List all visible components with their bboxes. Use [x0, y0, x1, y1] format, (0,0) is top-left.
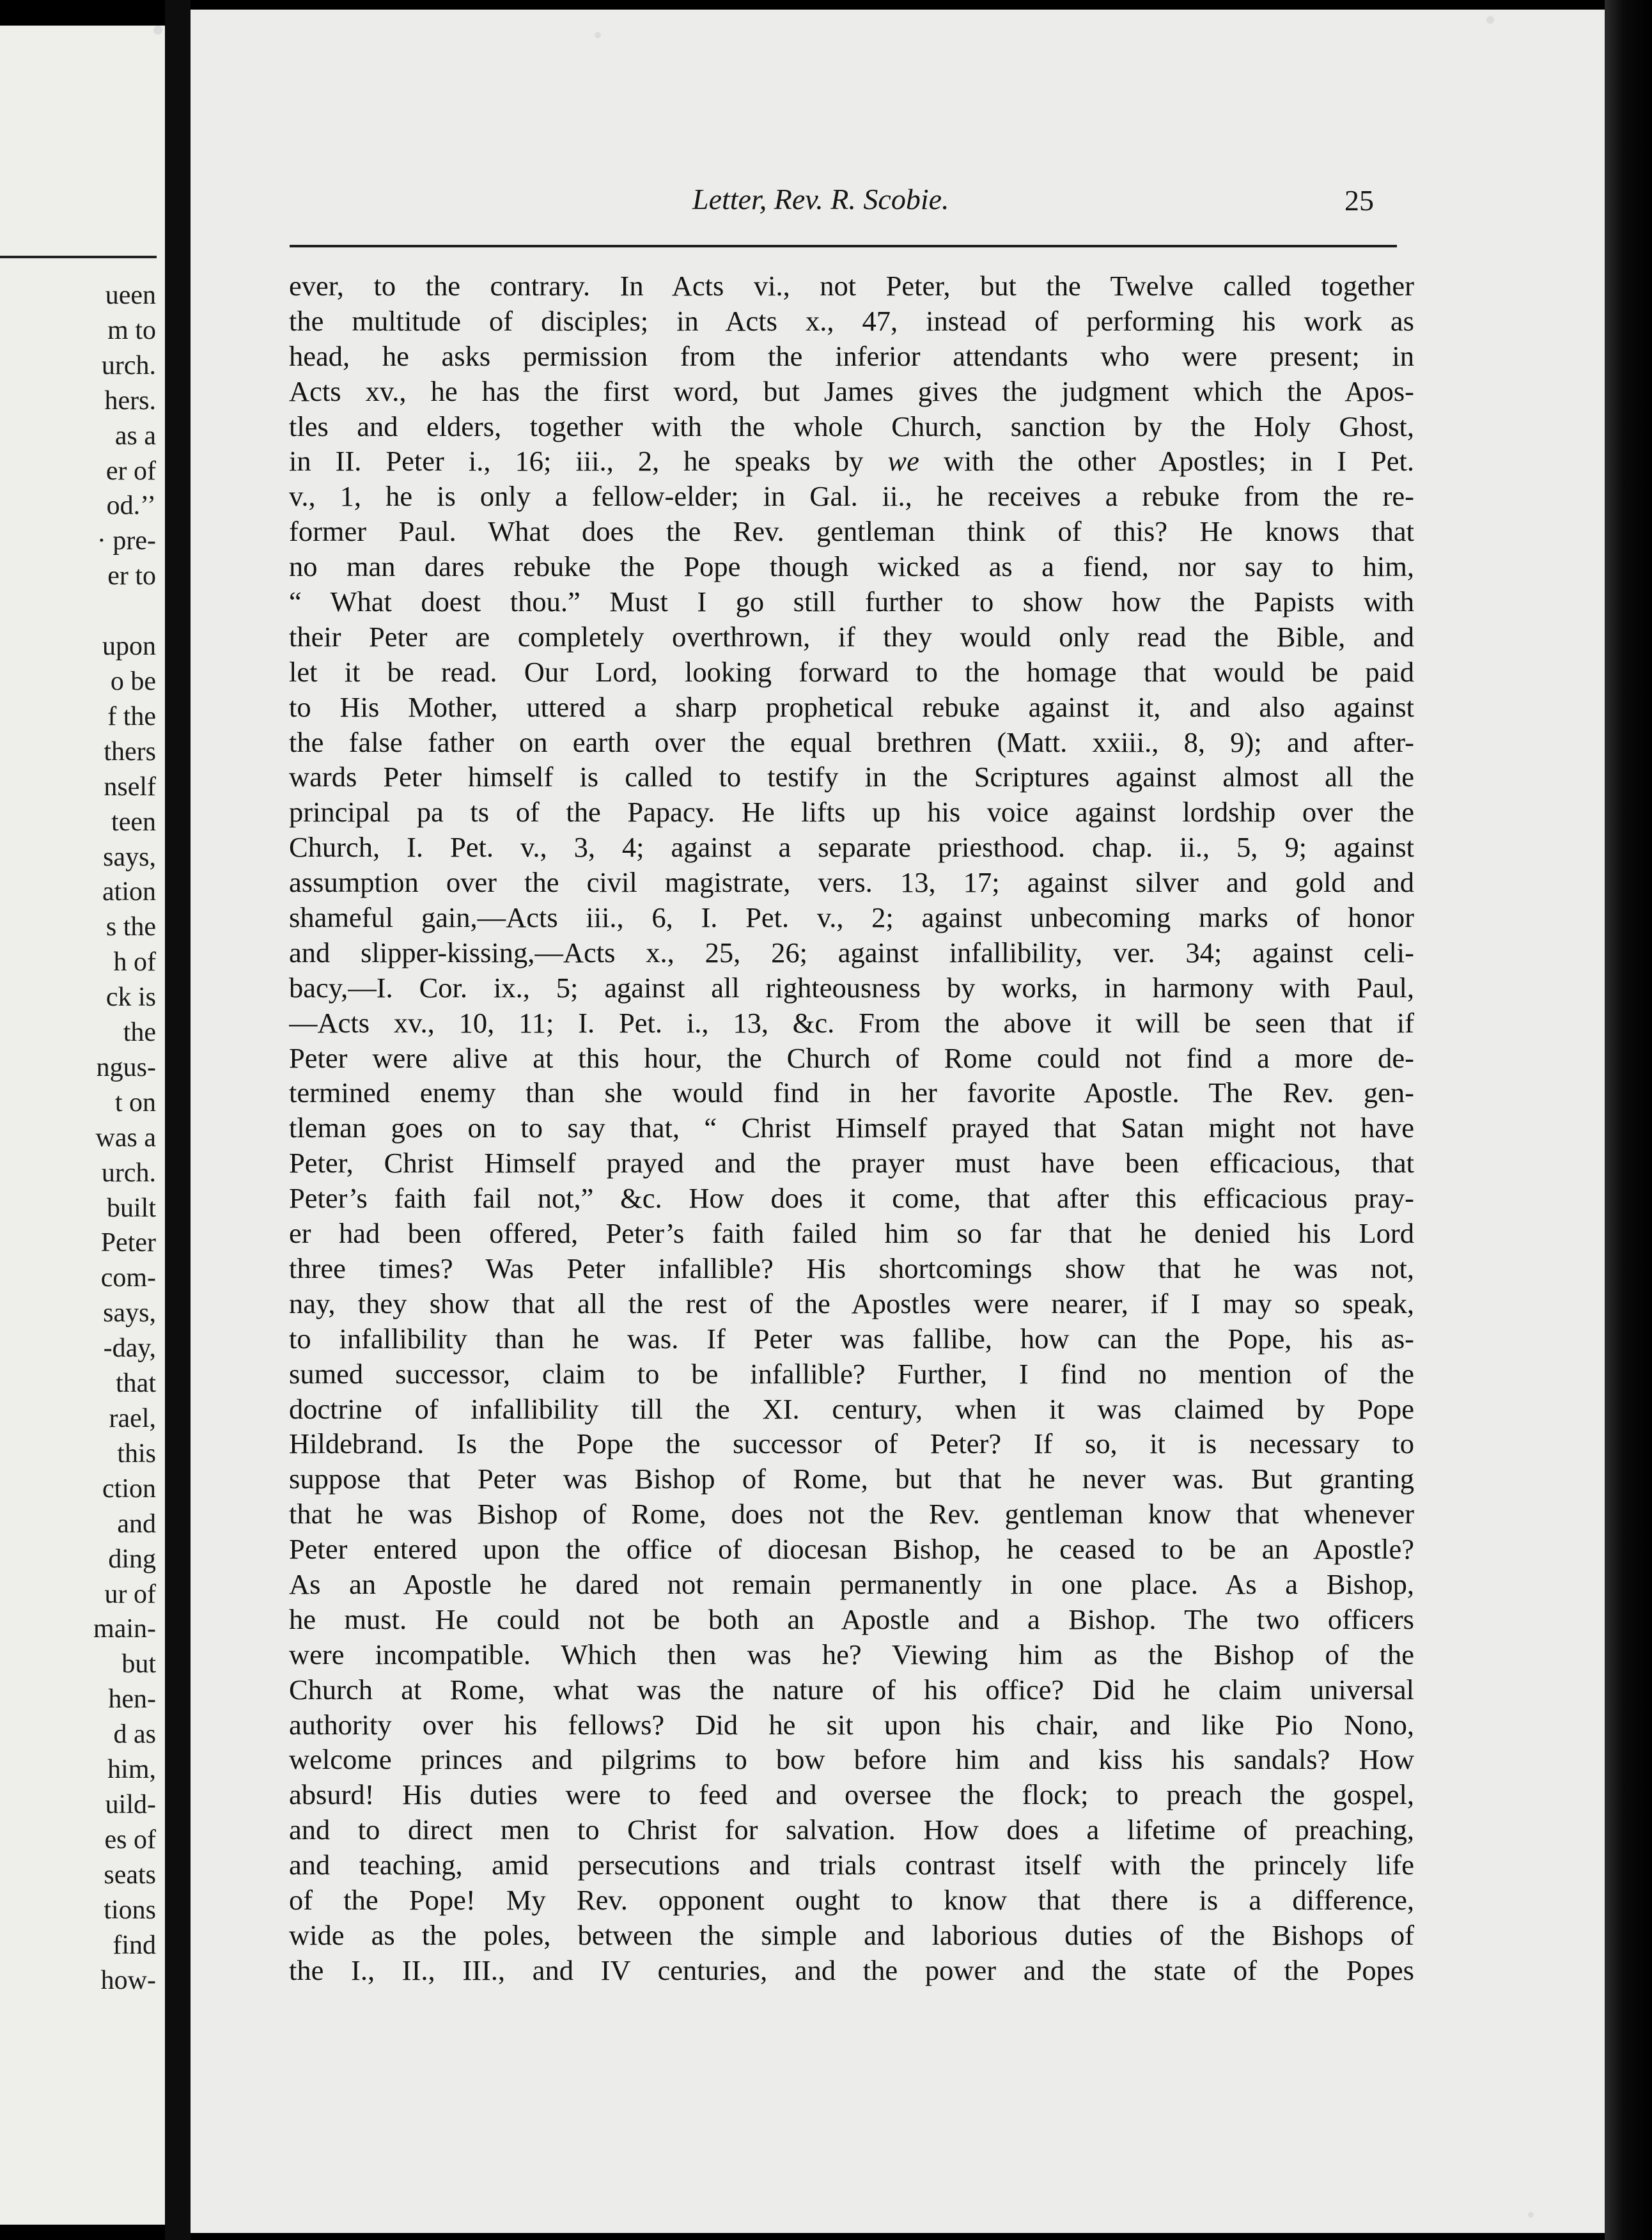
left-page-fragment: urch. — [101, 350, 156, 380]
text-line: doctrine of infallibility till the XI. century, when it was claimed by Pope — [289, 1392, 1414, 1425]
page-25 — [191, 10, 1605, 2233]
text-line: wide as the poles, between the simple and laborious duties of the Bishops of — [289, 1918, 1414, 1951]
left-page-fragment: ation — [102, 877, 156, 907]
left-page-fragment: main- — [93, 1614, 156, 1644]
text-line: Peter’s faith fail not,” &c. How does it come, that after this efficacious pray- — [289, 1182, 1414, 1215]
page-number: 25 — [1344, 184, 1374, 217]
left-page-fragment: s the — [105, 912, 156, 942]
left-page-fragment: ur of — [104, 1579, 156, 1609]
text-line: Peter entered upon the office of diocesan Bishop, he ceased to be an Apostle? — [289, 1533, 1414, 1566]
left-page-fragment: d as — [113, 1720, 156, 1750]
left-page-fragment: says, — [103, 1298, 156, 1328]
text-line: Peter were alive at this hour, the Church of Rome could not find a more de- — [289, 1041, 1414, 1074]
left-page-fragment: built — [106, 1193, 156, 1223]
left-page-fragment: how- — [100, 1965, 156, 1995]
text-line: assumption over the civil magistrate, vers. 13, 17; against silver and gold and — [289, 866, 1414, 899]
text-line: bacy,—I. Cor. ix., 5; against all righteousness by works, in harmony with Paul, — [289, 971, 1414, 1004]
scan-speck — [595, 32, 601, 38]
text-line: of the Pope! My Rev. opponent ought to know that there is a difference, — [289, 1883, 1414, 1916]
left-page-fragment: er to — [107, 561, 156, 591]
left-page-fragment: es of — [104, 1824, 156, 1855]
book-gutter — [165, 0, 191, 2240]
running-head: Letter, Rev. R. Scobie. — [692, 183, 949, 215]
scan-speck — [1528, 2212, 1534, 2218]
left-page-fragment: hers. — [104, 385, 156, 416]
left-page-fragment: rael, — [109, 1404, 156, 1433]
text-line: v., 1, he is only a fellow-elder; in Gal. ii., he receives a rebuke from the re- — [289, 480, 1414, 513]
text-line: authority over his fellows? Did he sit upon his chair, and like Pio Nono, — [289, 1708, 1414, 1741]
text-line: ever, to the contrary. In Acts vi., not Peter, but the Twelve called together — [289, 270, 1414, 302]
left-page-fragment: this — [117, 1438, 156, 1468]
left-page-rule — [0, 256, 157, 258]
text-line: suppose that Peter was Bishop of Rome, but that he never was. But granting — [289, 1463, 1414, 1495]
text-line: “ What doest thou.” Must I go still further to show how the Papists with — [289, 586, 1414, 618]
left-page-fragment: says, — [103, 842, 156, 872]
text-line: termined enemy than she would find in her favorite Apostle. The Rev. gen- — [289, 1077, 1414, 1109]
left-page-fragment: was a — [95, 1123, 156, 1153]
left-page-fragment: ction — [102, 1474, 156, 1504]
text-line: the multitude of disciples; in Acts x., 47, instead of performing his work as — [289, 304, 1414, 337]
left-page-fragment: ueen — [105, 281, 156, 310]
left-page-fragment: com- — [100, 1263, 156, 1293]
text-line: Hildebrand. Is the Pope the successor of Peter? If so, it is necessary to — [289, 1427, 1414, 1460]
left-page-fragment: -day, — [103, 1334, 156, 1364]
left-page-fragment: nself — [104, 772, 156, 802]
text-line: Church at Rome, what was the nature of his office? Did he claim universal — [289, 1673, 1414, 1706]
text-line: that he was Bishop of Rome, does not the Rev. gentleman know that whenever — [289, 1498, 1414, 1530]
left-page-fragment: h of — [113, 947, 156, 977]
body-text — [289, 268, 1414, 1988]
left-page-fragment: him, — [107, 1755, 156, 1785]
text-line: their Peter are completely overthrown, if they would only read the Bible, and — [289, 620, 1414, 653]
text-line: to His Mother, uttered a sharp prophetical rebuke against it, and also against — [289, 690, 1414, 723]
text-line: —Acts xv., 10, 11; I. Pet. i., 13, &c. From the above it will be seen that if — [289, 1006, 1414, 1039]
left-page-fragment: as a — [114, 421, 156, 451]
text-line: to infallibility than he was. If Peter was fallibe, how can the Pope, his as- — [289, 1322, 1414, 1355]
left-page-fragment: od.’’ — [106, 491, 156, 521]
left-page-fragment: er of — [105, 456, 156, 486]
left-page-fragment: · pre- — [97, 526, 156, 556]
text-line: were incompatible. Which then was he? Viewing him as the Bishop of the — [289, 1638, 1414, 1670]
left-page-fragment: seats — [104, 1860, 156, 1890]
scan-speck — [1486, 16, 1494, 24]
left-page-fragment: the — [123, 1018, 156, 1048]
text-line: Acts xv., he has the first word, but James gives the judgment which the Apos- — [289, 375, 1414, 407]
left-page-fragment: t on — [114, 1087, 156, 1117]
text-line: and to direct men to Christ for salvation. How does a lifetime of preaching, — [289, 1814, 1414, 1846]
text-line: the false father on earth over the equal brethren (Matt. xxiii., 8, 9); and after- — [289, 726, 1414, 758]
italic-we: we — [887, 445, 919, 478]
scan-speck — [153, 26, 162, 35]
left-page-fragment: teen — [111, 807, 156, 837]
text-line: the I., II., III., and IV centuries, and the power and the state of the Popes — [289, 1954, 1414, 1986]
text-line: former Paul. What does the Rev. gentleman think of this? He knows that — [289, 515, 1414, 548]
text-line: principal pa ts of the Papacy. He lifts up his voice against lordship over the — [289, 796, 1414, 828]
left-page-text-fragments — [93, 278, 156, 1998]
left-page-fragment: upon — [102, 632, 156, 662]
text-line: tleman goes on to say that, “ Christ Himself prayed that Satan might not have — [289, 1112, 1414, 1144]
left-page-fragment: find — [113, 1930, 156, 1960]
left-page-fragment: ngus- — [96, 1052, 156, 1082]
left-page-fragment: urch. — [101, 1158, 156, 1188]
text-line: er had been offered, Peter’s faith failed him so far that he denied his Lord — [289, 1217, 1414, 1250]
left-page-fragment: and — [117, 1509, 156, 1539]
text-line: and teaching, amid persecutions and trials contrast itself with the princely life — [289, 1849, 1414, 1881]
header-rule — [290, 245, 1397, 247]
text-line: shameful gain,—Acts iii., 6, I. Pet. v., 2; against unbecoming marks of honor — [289, 901, 1414, 934]
text-line: head, he asks permission from the inferior attendants who were present; in — [289, 339, 1414, 372]
text-line: and slipper-kissing,—Acts x., 25, 26; against infallibility, ver. 34; against celi- — [289, 936, 1414, 968]
left-page-fragment: f the — [107, 701, 156, 731]
left-page-fragment: m to — [107, 315, 156, 345]
left-page-fragment: o be — [110, 666, 156, 696]
text-line: Peter, Christ Himself prayed and the prayer must have been efficacious, that — [289, 1147, 1414, 1179]
left-page-fragment: ck is — [105, 983, 156, 1013]
left-page-fragment: that — [116, 1369, 156, 1399]
page-edge-shadow — [1605, 0, 1652, 2240]
text-line: let it be read. Our Lord, looking forward to the homage that would be paid — [289, 655, 1414, 688]
left-page-fragment: hen- — [108, 1684, 156, 1715]
left-page-fragment: thers — [104, 736, 156, 766]
left-page-fragment: Peter — [100, 1228, 156, 1258]
text-line: no man dares rebuke the Pope though wicked as a fiend, nor say to him, — [289, 550, 1414, 583]
text-line: absurd! His duties were to feed and oversee the flock; to preach the gospel, — [289, 1778, 1414, 1811]
text-line: As an Apostle he dared not remain permanently in one place. As a Bishop, — [289, 1567, 1414, 1600]
text-line: three times? Was Peter infallible? His shortcomings show that he was not, — [289, 1252, 1414, 1284]
text-line: welcome princes and pilgrims to bow before him and kiss his sandals? How — [289, 1743, 1414, 1776]
left-page-fragment: but — [121, 1649, 156, 1679]
text-line: he must. He could not be both an Apostle and a Bishop. The two officers — [289, 1603, 1414, 1635]
text-line: nay, they show that all the rest of the Apostles were nearer, if I may so speak, — [289, 1287, 1414, 1319]
text-line: in II. Peter i., 16; iii., 2, he speaks by we with the other Apostles; in I Pet. — [289, 445, 1414, 478]
left-facing-page — [0, 26, 165, 2225]
text-line: sumed successor, claim to be infallible? Further, I find no mention of the — [289, 1357, 1414, 1390]
left-page-fragment — [93, 594, 156, 629]
text-line: wards Peter himself is called to testify in the Scriptures against almost all the — [289, 761, 1414, 793]
text-line: Church, I. Pet. v., 3, 4; against a separate priesthood. chap. ii., 5, 9; against — [289, 831, 1414, 864]
left-page-fragment: uild- — [105, 1789, 156, 1819]
left-page-fragment: tions — [104, 1895, 156, 1925]
left-page-fragment: ding — [108, 1544, 156, 1574]
text-line: tles and elders, together with the whole Church, sanction by the Holy Ghost, — [289, 410, 1414, 442]
